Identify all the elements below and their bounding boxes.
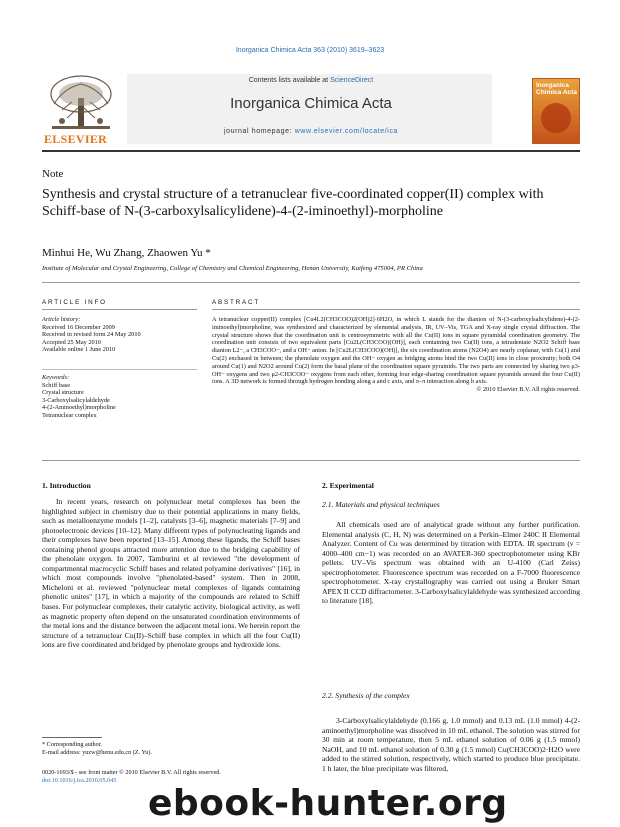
article-info-label: ARTICLE INFO bbox=[42, 299, 107, 306]
history-item: Available online 1 June 2010 bbox=[42, 346, 116, 354]
keyword: Tetranuclear complex bbox=[42, 411, 97, 419]
masthead-rule bbox=[42, 150, 580, 152]
keywords bbox=[42, 374, 197, 420]
watermark-text: ebook-hunter.org bbox=[148, 783, 508, 824]
introduction-heading: 1. Introduction bbox=[42, 481, 91, 490]
divider bbox=[212, 309, 580, 310]
contents-line bbox=[42, 77, 580, 84]
cover-artwork bbox=[541, 103, 571, 133]
abstract-text: A tetranuclear copper(II) complex [Cu4L2(CH3COO)2(OH)2]·6H2O, in which L stands for the dianion of N-(3-carboxylsalicylidene)-4-(2-iminoethyl)morpholine, was synthesized and characterized by elemental analysis, IR, UV–Vis, TGA and X-ray single crystal diffraction. The crystal structure shows that the coordination unit is centrosymmetric with all the Cu(II) ions in square pyramidal coordination geometry. The coordination unit consists of two equivalent parts [Cu2L(CH3COO)(OH)], each containing two Cu(II) ions, a tetradentate N2O2 Schiff base dianion L2−, a CH3COO−, and a OH− anion. In [Cu2L(CH3COO)(OH)], the six coordination atoms (N2O4) are nearly coplanar, with Cu(1) and Cu(2) enchased in between; the phenolate oxygen and the OH− oxygen as bridging atoms bind the two Cu(II) ions in close proximity; both O4 around Cu(1) and N2O2 around Cu(2) form the basal plane of the coordination square pyramids. The two parts are connected by sharing two μ3-OH− oxygens and two μ2-CH3COO− oxygens from each other, forming four edge-sharing coordination square pyramids around the four Cu(II) ions. A 3D network is formed through hydrogen bonding along a and c axis, and π–π interaction along b axis. bbox=[212, 316, 580, 386]
article-history bbox=[42, 316, 197, 354]
corresponding-author-footnote bbox=[42, 741, 300, 756]
keyword: 3-Carboxylsalicylaldehyde bbox=[42, 396, 110, 404]
synthesis-heading: 2.2. Synthesis of the complex bbox=[322, 691, 410, 700]
journal-title: Inorganica Chimica Acta bbox=[230, 95, 392, 112]
journal-cover-image bbox=[532, 78, 580, 144]
front-matter bbox=[42, 769, 221, 784]
elsevier-tree-icon bbox=[42, 74, 122, 146]
copyright-notice: © 2010 Elsevier B.V. All rights reserved. bbox=[476, 386, 580, 394]
experimental-heading: 2. Experimental bbox=[322, 481, 374, 490]
journal-masthead bbox=[42, 74, 580, 152]
watermark bbox=[148, 784, 608, 824]
article-authors: Minhui He, Wu Zhang, Zhaowen Yu * bbox=[42, 247, 211, 259]
materials-text: All chemicals used are of analytical grade without any further purification. Elemental analysis (C, H, N) was determined on a Perkin–Elmer 240C II Elemental Analyzer. Content of Cu was determined by titration with EDTA. IR spectrum (ν = 4000–400 cm−1) was recorded on an AVATER-360 spectrophotometer using KBr pellets. UV–Vis spectrum was obtained with an U-4100 (Carl Zeiss) spectrophotometer. Fluorescence spectrum was recorded on a F-7000 fluorescence spectrophotometer. X-ray crystallography was carried out using a Bruker Smart APEX II CCD diffractometer. 3-Carboxylsalicylaldehyde was synthesized according to literature [18]. bbox=[322, 520, 580, 606]
article-type: Note bbox=[42, 168, 64, 180]
history-item: Accepted 25 May 2010 bbox=[42, 338, 101, 346]
abstract-body bbox=[212, 316, 580, 394]
history-item: Received 16 December 2009 bbox=[42, 323, 115, 331]
keywords-heading: Keywords: bbox=[42, 374, 70, 381]
keyword: Crystal structure bbox=[42, 389, 84, 397]
synthesis-text: 3-Carboxylsalicylaldehyde (0.166 g, 1.0 mmol) and 0.13 mL (1.0 mmol) 4-(2-aminoethyl)morpholine was dissolved in 10 mL ethanol. The solution was stirred for 30 min at room temperature, then 5 mL ethanol solution of 0.06 g (1.5 mmol) NaOH, and 10 mL ethanol solution of 0.30 g (1.5 mmol) Cu(CH3COO)2·H2O were added to the stirred solution, respectively, which started to produce blue precipitate. 1 h later, the blue precipitate was filtered, bbox=[322, 716, 580, 773]
keyword: 4-(2-Aminoethyl)morpholine bbox=[42, 404, 116, 412]
footnote-rule bbox=[42, 737, 102, 738]
homepage-url[interactable]: www.elsevier.com/locate/ica bbox=[294, 128, 399, 135]
author-affiliation: Institute of Molecular and Crystal Engineering, College of Chemistry and Chemical Engineering, Henan University, Kaifeng 475004, PR China bbox=[42, 265, 423, 272]
cover-title: Inorganica Chimica Acta bbox=[536, 82, 577, 96]
divider bbox=[42, 309, 197, 310]
doi-link[interactable]: doi:10.1016/j.ica.2010.05.045 bbox=[42, 776, 117, 784]
introduction-text: In recent years, research on polynuclear metal complexes has been the highlighted subject in chemistry due to their potential applications in many fields, such as metalloenzyme models [1–2], catalysts [3–6], magnetic materials [7–9] and photoelectronic devices [10–12]. Many different types of polynucleating ligands and their complexes have been reported [13–15]. Among these ligands, the Schiff bases containing phenol groups attracted more attention due to the bridging capability of the phenolate oxygen. In 2007, Tamburini et al reviewed "the development of compartmental macrocyclic Schiff bases and related polyamine derivatives" [16], in which most compounds involve "phenolated-based" system. Then in 2008, Micheloni et al. reviewed "polynuclear metal complexes of ligands containing phenolic unites" [17], in which a majority of the compounds are related to Schiff bases. For polynuclear complexes, their catalytic activity, biological activity, as well as magnetic property often depend on the unsaturated coordination environments of the metal ions and the distance between the adjacent metal ions. We herein report the structure of a tetranuclear Cu(II)–Schiff base complex in which all the four Cu(II) ions are five coordinated and bridged by phenolate groups and hydroxide ions. bbox=[42, 497, 300, 650]
corresponding-author: * Corresponding author. bbox=[42, 741, 102, 748]
divider bbox=[42, 460, 580, 461]
divider bbox=[42, 282, 580, 283]
keyword: Schiff base bbox=[42, 381, 71, 389]
sciencedirect-link[interactable]: ScienceDirect bbox=[330, 77, 374, 84]
divider bbox=[42, 369, 197, 370]
materials-heading: 2.1. Materials and physical techniques bbox=[322, 500, 440, 509]
contents-prefix: Contents lists available at bbox=[248, 77, 331, 84]
history-item: Received in revised form 24 May 2010 bbox=[42, 331, 141, 339]
elsevier-wordmark: ELSEVIER bbox=[44, 132, 108, 146]
author-email[interactable]: E-mail address: yuzw@henu.edu.cn (Z. Yu). bbox=[42, 748, 152, 756]
history-heading: Article history: bbox=[42, 316, 81, 323]
homepage-prefix: journal homepage: bbox=[223, 128, 295, 135]
journal-homepage bbox=[42, 128, 580, 135]
issn-line: 0020-1693/$ - see front matter © 2010 Elsevier B.V. All rights reserved. bbox=[42, 769, 221, 776]
abstract-label: ABSTRACT bbox=[212, 299, 260, 306]
article-title: Synthesis and crystal structure of a tetranuclear five-coordinated copper(II) complex with Schiff-base of N-(3-carboxylsalicylidene)-4-(2-iminoethyl)-morpholine bbox=[42, 187, 544, 219]
journal-reference: Inorganica Chimica Acta 363 (2010) 3619–3623 bbox=[235, 47, 385, 54]
